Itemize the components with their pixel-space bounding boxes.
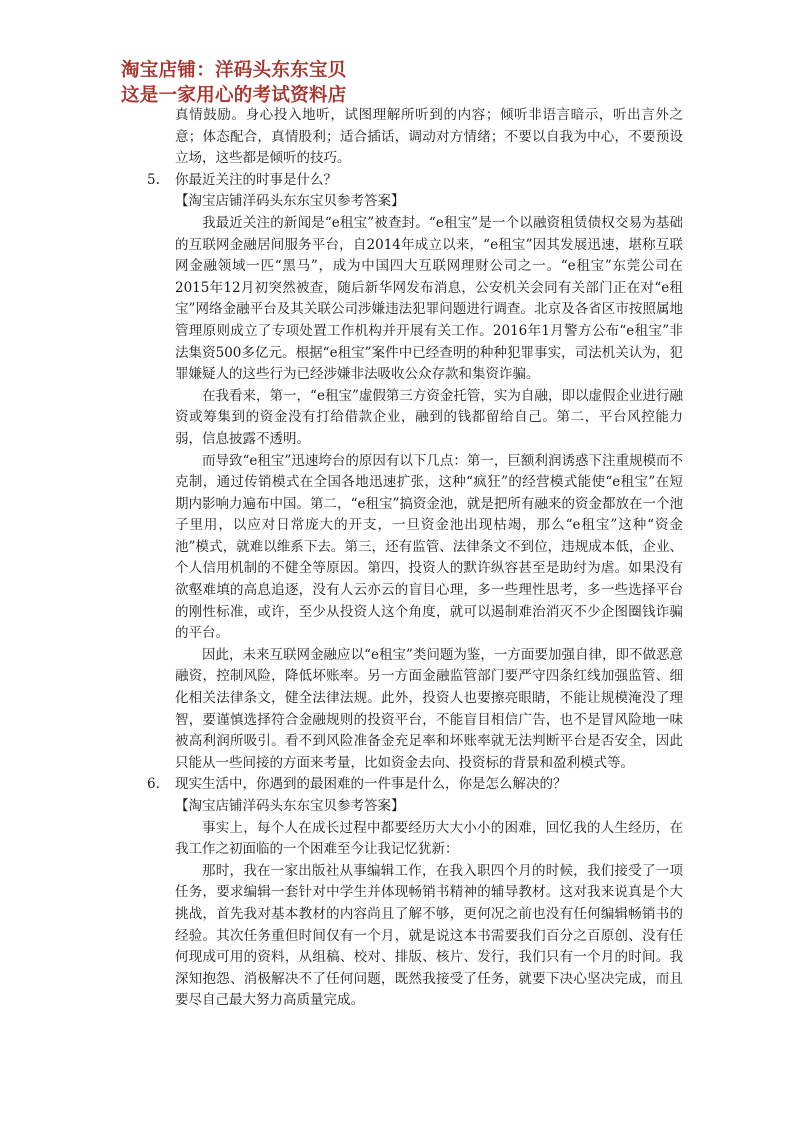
answer-source-label: 【淘宝店铺洋码头东东宝贝参考答案】: [175, 798, 405, 814]
answer-paragraph: 那时，我在一家出版社从事编辑工作，在我入职四个月的时候，我们接受了一项任务，要求编辑一套针对中学生并体现畅销书精神的辅导教材。这对我来说真是个大挑战，首先我对基本教材的内容尚且了解不够，更何况之前也没有任何编辑畅销书的经验。其次任务重但时间仅有一个月，就是说这本书需要我们百分之百原创、没有任何现成可用的资料，从组稿、校对、排版、核片、发行，我们只有一个月的时间。我深知抱怨、消极解决不了任何问题，既然我接受了任务，就要下决心坚决完成，而且要尽自己最大努力高质量完成。: [175, 862, 683, 1009]
question-block-5: [147, 170, 683, 192]
watermark-line-1: 淘宝店铺：洋码头东东宝贝: [121, 60, 347, 81]
question-text: 现实生活中，你遇到的最困难的一件事是什么，你是怎么解决的？: [175, 776, 567, 793]
continued-paragraph: 真情鼓励。身心投入地听，试图理解所听到的内容；倾听非语言暗示，听出言外之意；体态配合，真情股利；适合插话，调动对方情绪；不要以自我为中心，不要预设立场，这些都是倾听的技巧。: [175, 107, 683, 167]
question-text: 你最近关注的时事是什么？: [175, 171, 337, 188]
answer-paragraph: 在我看来，第一，“e租宝”虚假第三方资金托管，实为自融，即以虚假企业进行融资或筹集到的资金没有打给借款企业，融到的钱都留给自己。第二，平台风控能力弱，信息披露不透明。: [175, 387, 683, 447]
question-number: 6.: [147, 776, 160, 793]
answer-paragraph: 事实上，每个人在成长过程中都要经历大大小小的困难，回忆我的人生经历，在我工作之初面临的一个困难至今让我记忆犹新：: [175, 819, 683, 858]
answer-source-label: 【淘宝店铺洋码头东东宝贝参考答案】: [175, 193, 405, 210]
document-body: [147, 105, 683, 1012]
watermark-line-2: 这是一家用心的考试资料店: [121, 85, 347, 106]
answer-paragraph: 因此，未来互联网金融应以“e租宝”类问题为鉴，一方面要加强自律，即不做恶意融资，控制风险，降低坏账率。另一方面金融监管部门要严守四条红线加强监管、细化相关法律条文，健全法律法规。此外，投资人也要擦亮眼睛，不能让规模淹没了理智，要谨慎选择符合金融规则的投资平台，不能盲目相信广告，也不是冒风险地一味被高利润所吸引。看不到风险准备金充足率和坏账率就无法判断平台是否安全，因此只能从一些间接的方面来考量，比如资金去向、投资标的背景和盈利模式等。: [175, 646, 683, 771]
question-block-6: [147, 774, 683, 796]
answer-paragraph: 而导致“e租宝”迅速垮台的原因有以下几点：第一，巨额利润诱惑下注重规模而不克制，通过传销模式在全国各地迅速扩张，这种“疯狂”的经营模式能使“e租宝”在短期内影响力遍布中国。第二，“e租宝”搞资金池，就是把所有融来的资金都放在一个池子里用，以应对日常庞大的开支，一旦资金池出现枯竭，那么“e租宝”这种“资金池”模式，就难以维系下去。第三，还有监管、法律条文不到位，违规成本低，企业、个人信用机制的不健全等原因。第四，投资人的默许纵容甚至是助纣为虐。如果没有欲壑难填的高息追逐，没有人云亦云的盲目心理，多一些理性思考，多一些选择平台的刚性标准，或许，至少从投资人这个角度，就可以遏制难治消灭不少企图圈钱诈骗的平台。: [175, 452, 683, 642]
question-number: 5.: [147, 171, 160, 188]
answer-paragraph: 我最近关注的新闻是“e租宝”被查封。“e租宝”是一个以融资租赁债权交易为基础的互联网金融居间服务平台，自2014年成立以来，“e租宝”因其发展迅速，堪称互联网金融领域一匹“黑马”，成为中国四大互联网理财公司之一。“e租宝”东莞公司在2015年12月初突然被查，随后新华网发布消息，公安机关会同有关部门正在对“e租宝”网络金融平台及其关联公司涉嫌违法犯罪问题进行调查。北京及各省区市按照属地管理原则成立了专项处置工作机构并开展有关工作。2016年1月警方公布“e租宝”非法集资500多亿元。根据“e租宝”案件中已经查明的种种犯罪事实，司法机关认为，犯罪嫌疑人的这些行为已经涉嫌非法吸收公众存款和集资诈骗。: [175, 214, 683, 383]
shop-watermark: [121, 58, 347, 108]
